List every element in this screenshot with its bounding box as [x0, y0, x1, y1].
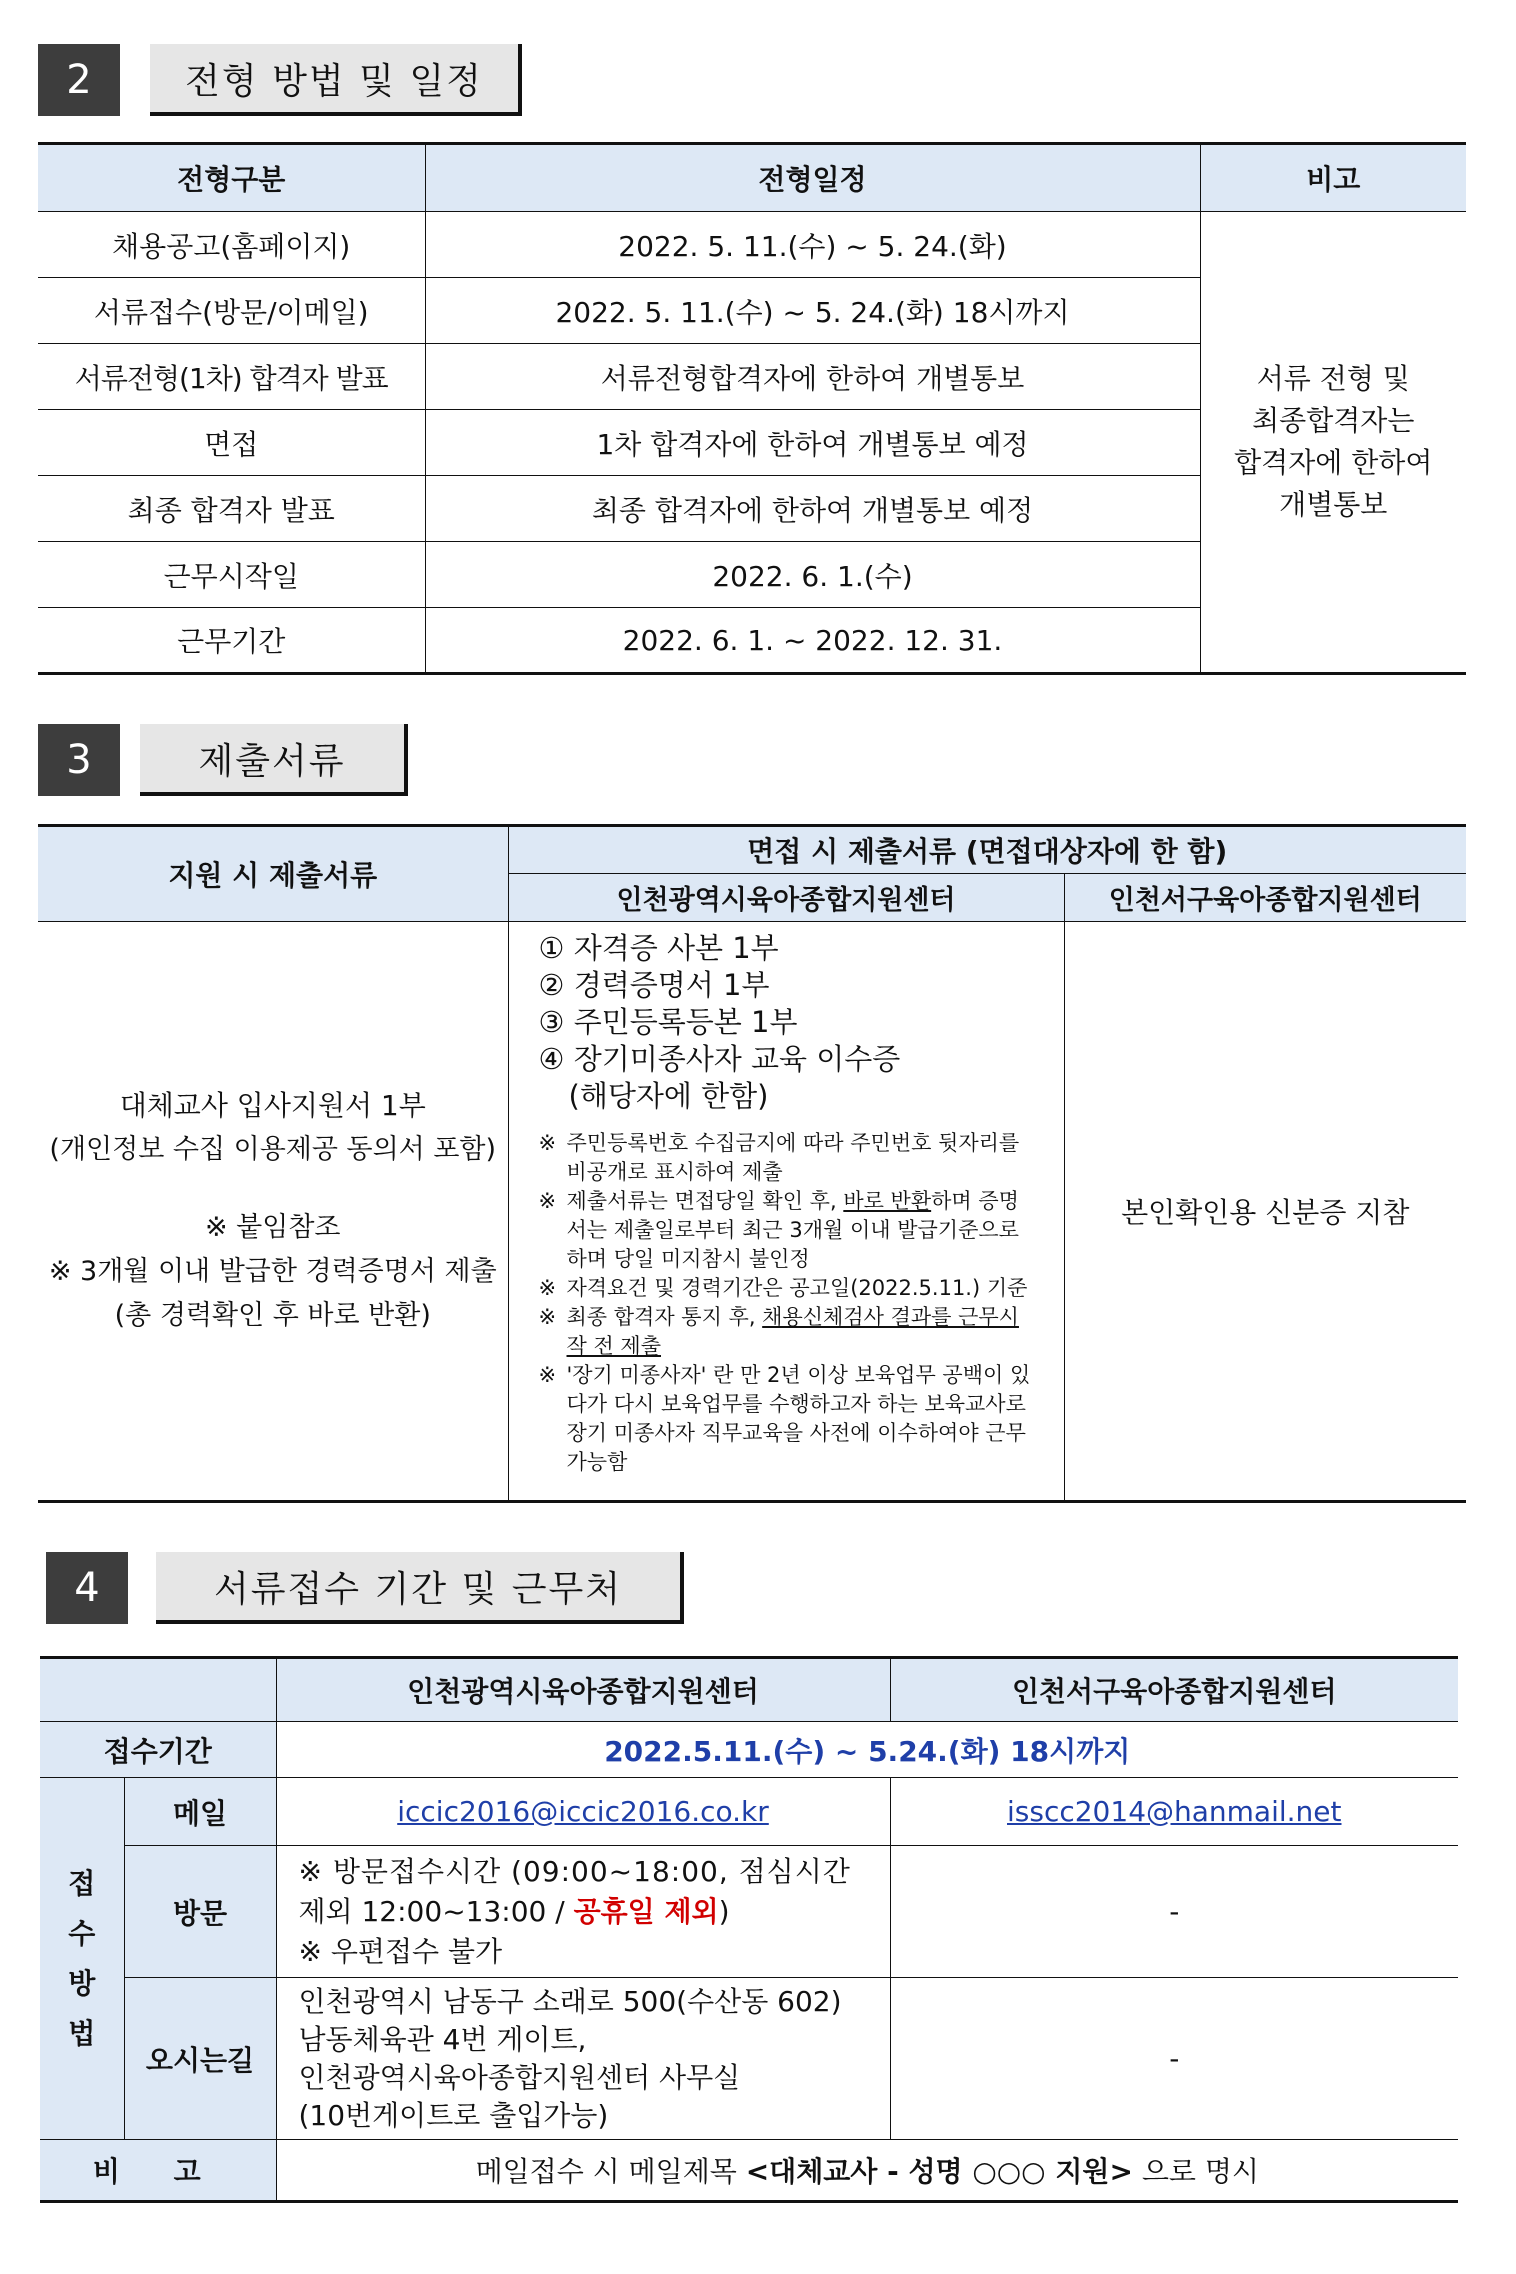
- mail-center2: [890, 1778, 1458, 1846]
- visit-center1: ※ 방문접수시간 (09:00~18:00, 점심시간 제외 12:00~13:00 / 공휴일 제외) ※ 우편접수 불가: [276, 1846, 890, 1978]
- section-title: 제출서류: [140, 724, 408, 796]
- section-title: 전형 방법 및 일정: [150, 44, 522, 116]
- note: ※ 자격요건 및 경력기간은 공고일(2022.5.11.) 기준: [538, 1276, 1028, 1300]
- note: ※ 최종 합격자 통지 후, 채용신체검사 결과를 근무시작 전 제출: [538, 1305, 1019, 1358]
- interview-docs: [508, 922, 1064, 1502]
- reception-table: [40, 1656, 1458, 2203]
- apply-docs: 대체교사 입사지원서 1부 (개인정보 수집 이용제공 동의서 포함) ※ 붙임참조 ※ 3개월 이내 발급한 경력증명서 제출 (총 경력확인 후 바로 반환): [38, 922, 508, 1502]
- header-category: 전형구분: [38, 144, 425, 212]
- section-title: 서류접수 기간 및 근무처: [156, 1552, 684, 1624]
- note: ※ '장기 미종사자' 란 만 2년 이상 보육업무 공백이 있다가 다시 보육업무를 수행하고자 하는 보육교사로 장기 미종사자 직무교육을 사전에 이수하여야 근무 가능함: [538, 1363, 1031, 1474]
- visit-label: 방문: [124, 1846, 276, 1978]
- schedule-label: 서류전형(1차) 합격자 발표: [38, 344, 425, 410]
- schedule-value: 2022. 5. 11.(수) ~ 5. 24.(화): [425, 212, 1200, 278]
- schedule-label: 근무기간: [38, 608, 425, 674]
- schedule-value: 2022. 6. 1.(수): [425, 542, 1200, 608]
- schedule-value: 1차 합격자에 한하여 개별통보 예정: [425, 410, 1200, 476]
- header-schedule: 전형일정: [425, 144, 1200, 212]
- schedule-label: 근무시작일: [38, 542, 425, 608]
- directions-center2: -: [890, 1978, 1458, 2140]
- doc-item: ② 경력증명서 1부: [538, 968, 770, 1002]
- note: ※ 제출서류는 면접당일 확인 후, 바로 반환하며 증명서는 제출일로부터 최근 3개월 이내 발급기준으로 하며 당일 미지참시 불인정: [538, 1189, 1019, 1271]
- schedule-label: 서류접수(방문/이메일): [38, 278, 425, 344]
- header-center1: 인천광역시육아종합지원센터: [508, 874, 1064, 922]
- header-center2: 인천서구육아종합지원센터: [1064, 874, 1466, 922]
- mail-center1: [276, 1778, 890, 1846]
- doc-item: ① 자격증 사본 1부: [538, 931, 779, 965]
- header-note: 비고: [1200, 144, 1466, 212]
- mail1-link[interactable]: iccic2016@iccic2016.co.kr: [397, 1795, 769, 1828]
- visit-center2: -: [890, 1846, 1458, 1978]
- header-empty: [40, 1658, 276, 1722]
- schedule-value: 최종 합격자에 한하여 개별통보 예정: [425, 476, 1200, 542]
- schedule-value: 2022. 5. 11.(수) ~ 5. 24.(화) 18시까지: [425, 278, 1200, 344]
- schedule-table: [38, 142, 1466, 675]
- schedule-label: 면접: [38, 410, 425, 476]
- schedule-note: 서류 전형 및 최종합격자는 합격자에 한하여 개별통보: [1200, 212, 1466, 674]
- header-apply-docs: 지원 시 제출서류: [38, 826, 508, 922]
- doc-item: ③ 주민등록등본 1부: [538, 1005, 798, 1039]
- header-center1: 인천광역시육아종합지원센터: [276, 1658, 890, 1722]
- note: ※ 주민등록번호 수집금지에 따라 주민번호 뒷자리를 비공개로 표시하여 제출: [538, 1131, 1020, 1184]
- header-center2: 인천서구육아종합지원센터: [890, 1658, 1458, 1722]
- section-number: 2: [38, 44, 120, 116]
- center2-docs: 본인확인용 신분증 지참: [1064, 922, 1466, 1502]
- schedule-value: 2022. 6. 1. ~ 2022. 12. 31.: [425, 608, 1200, 674]
- mail-label: 메일: [124, 1778, 276, 1846]
- period-value: 2022.5.11.(수) ~ 5.24.(화) 18시까지: [276, 1722, 1458, 1778]
- doc-item: ④ 장기미종사자 교육 이수증: [538, 1042, 901, 1076]
- documents-table: [38, 824, 1466, 1503]
- header-interview-docs: 면접 시 제출서류 (면접대상자에 한 함): [508, 826, 1466, 874]
- remark-value: 메일접수 시 메일제목 <대체교사 - 성명 ○○○ 지원> 으로 명시: [276, 2140, 1458, 2202]
- schedule-label: 채용공고(홈페이지): [38, 212, 425, 278]
- schedule-value: 서류전형합격자에 한하여 개별통보: [425, 344, 1200, 410]
- directions-label: 오시는길: [124, 1978, 276, 2140]
- section-number: 3: [38, 724, 120, 796]
- remark-label: 비 고: [40, 2140, 276, 2202]
- directions-center1: 인천광역시 남동구 소래로 500(수산동 602) 남동체육관 4번 게이트, 인천광역시육아종합지원센터 사무실 (10번게이트로 출입가능): [276, 1978, 890, 2140]
- schedule-label: 최종 합격자 발표: [38, 476, 425, 542]
- section-number: 4: [46, 1552, 128, 1624]
- method-label: 접 수 방 법: [40, 1778, 124, 2140]
- mail2-link[interactable]: isscc2014@hanmail.net: [1007, 1795, 1342, 1828]
- period-label: 접수기간: [40, 1722, 276, 1778]
- doc-item: (해당자에 한함): [568, 1079, 769, 1113]
